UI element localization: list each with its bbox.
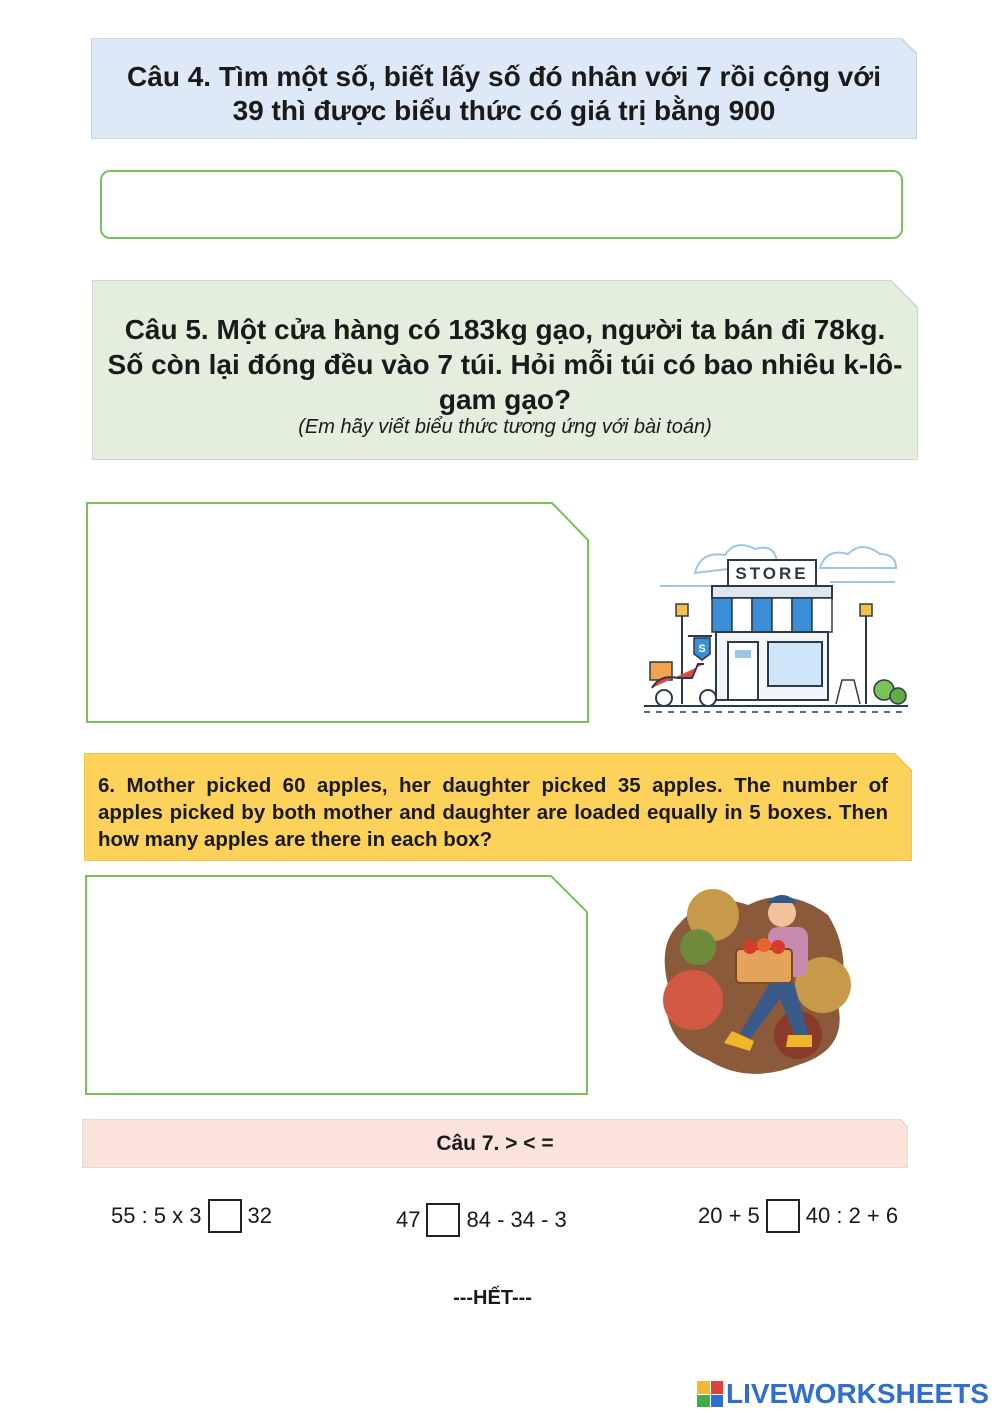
comparison-1-left: 55 : 5 x 3	[111, 1203, 202, 1228]
comparison-2-right: 84 - 34 - 3	[466, 1207, 567, 1232]
question-7-text: Câu 7. > < =	[436, 1132, 554, 1155]
question-5-answer-box[interactable]	[86, 502, 589, 723]
question-4-text: Câu 4. Tìm một số, biết lấy số đó nhân với 7 rồi cộng với 39 thì được biểu thức có giá trị bằng 900	[127, 61, 881, 126]
question-4-answer-box[interactable]	[100, 170, 903, 239]
question-4-banner	[91, 38, 917, 139]
comparison-3-right: 40 : 2 + 6	[805, 1203, 899, 1228]
comparison-3-answer-box[interactable]	[766, 1199, 800, 1233]
comparison-1-answer-box[interactable]	[208, 1199, 242, 1233]
comparison-2	[396, 1200, 567, 1240]
comparison-1-right: 32	[247, 1203, 272, 1228]
question-5-hint: (Em hãy viết biểu thức tương ứng với bài toán)	[298, 416, 712, 438]
question-6-answer-box[interactable]	[85, 875, 588, 1095]
liveworksheets-mark-icon	[697, 1381, 723, 1407]
question-5-banner	[92, 280, 918, 460]
question-6-banner	[84, 753, 912, 861]
apple-picker-illustration	[658, 885, 858, 1085]
comparison-1	[111, 1196, 272, 1236]
store-badge-text: S	[698, 643, 706, 655]
liveworksheets-wordmark: LIVEWORKSHEETS	[726, 1378, 989, 1409]
store-illustration	[640, 518, 915, 718]
store-sign-text: STORE	[735, 564, 809, 583]
comparison-3	[698, 1196, 898, 1236]
question-6-text: 6. Mother picked 60 apples, her daughter picked 35 apples. The number of apples picked by both mother and daughter are loaded equally in 5 boxes. Then how many apples are there in each box?	[98, 774, 888, 851]
question-5-text: Câu 5. Một cửa hàng có 183kg gạo, người ta bán đi 78kg. Số còn lại đóng đều vào 7 túi. Hỏi mỗi túi có bao nhiêu k-lô-gam gạo?	[107, 314, 903, 415]
question-7-banner	[82, 1119, 908, 1168]
comparison-2-answer-box[interactable]	[426, 1203, 460, 1237]
comparison-3-left: 20 + 5	[698, 1203, 760, 1228]
liveworksheets-logo[interactable]	[697, 1379, 989, 1409]
end-text: ---HẾT---	[453, 1287, 532, 1309]
comparison-2-left: 47	[396, 1207, 421, 1232]
